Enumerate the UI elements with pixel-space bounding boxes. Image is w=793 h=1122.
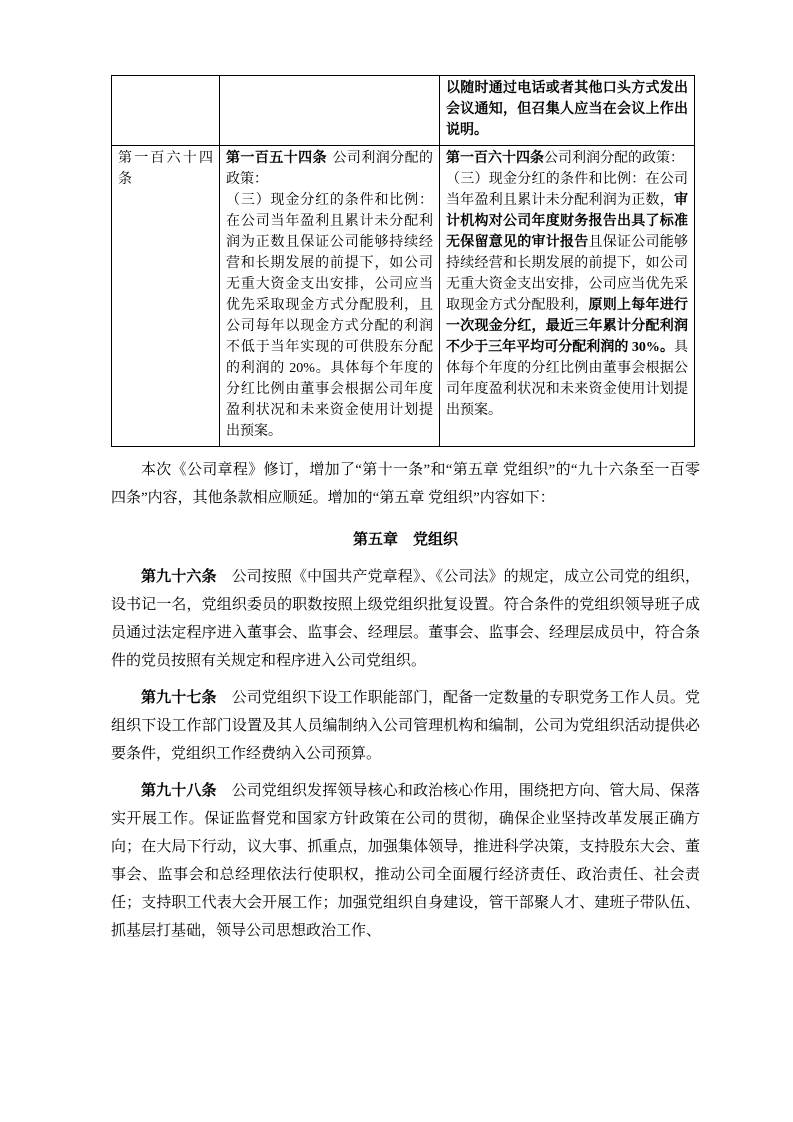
article-96-paragraph (111, 563, 700, 675)
article-97-number: 第九十七条 (141, 690, 217, 706)
cell-old-text-empty (220, 76, 440, 146)
new-body-run1: （三）现金分红的条件和比例：在公司当年盈利且累计未分配利润为正数， (446, 172, 688, 208)
article-98-paragraph (111, 777, 700, 945)
article-97-paragraph (111, 684, 700, 768)
new-title-rest: 公司利润分配的政策： (544, 151, 684, 166)
article-98-number: 第九十八条 (141, 783, 217, 799)
new-body-paragraph (446, 169, 688, 421)
table-row-article-164 (112, 146, 695, 447)
cell-article-number-empty (112, 76, 220, 146)
new-body-run5: 具体每个年度的分红比例由董事会根据公司年度盈利状况和未来资金使用计划提出预案。 (446, 340, 688, 418)
article-98-text: 公司党组织发挥领导核心和政治核心作用，围绕把方向、管大局、保落实开展工作。保证监督党和国家方针政策在公司的贯彻，确保企业坚持改革发展正确方向；在大局下行动，议大事、抓重点，加强集体领导，推进科学决策，支持股东大会、董事会、监事会和总经理依法行使职权，推动公司全面履行经济责任、政治责任、社会责任；支持职工代表大会开展工作；加强党组织自身建设，管干部聚人才、建班子带队伍、抓基层打基础，领导公司思想政治工作、 (111, 783, 700, 939)
article-97-text: 公司党组织下设工作职能部门，配备一定数量的专职党务工作人员。党组织下设工作部门设置及其人员编制纳入公司管理机构和编制，公司为党组织活动提供必要条件，党组织工作经费纳入公司预算。 (111, 690, 700, 762)
revision-intro-paragraph: 本次《公司章程》修订，增加了“第十一条”和“第五章 党组织”的“九十六条至一百零四条”内容，其他条款相应顺延。增加的“第五章 党组织”内容如下： (111, 462, 700, 506)
comparison-table (111, 75, 695, 447)
cell-new-text (440, 146, 695, 447)
article-96-number: 第九十六条 (141, 569, 217, 585)
chapter-heading: 第五章 党组织 (352, 532, 458, 548)
article-number-label: 第一百六十四条 (118, 151, 213, 187)
old-body-paragraph: （三）现金分红的条件和比例：在公司当年盈利且累计未分配利润为正数且保证公司能够持续经营和长期发展的前提下，如公司无重大资金支出安排，公司应当优先采取现金方式分配股利，且公司每年以现金方式分配的利润不低于当年实现的可供股东分配的利润的 20%。具体每个年度的分红比例由董事会根据公司年度盈利状况和未来资金使用计划提出预案。 (226, 193, 433, 439)
cell-old-text (220, 146, 440, 447)
new-title-line (446, 148, 688, 169)
cell-article-number (112, 146, 220, 447)
table-row-continuation (112, 76, 695, 146)
old-title-line (226, 148, 433, 190)
new-article-title: 第一百六十四条 (446, 151, 544, 166)
new-text-bold-run: 以随时通过电话或者其他口头方式发出会议通知，但召集人应当在会议上作出说明。 (446, 81, 688, 138)
cell-new-text (440, 76, 695, 146)
article-96-text: 公司按照《中国共产党章程》、《公司法》的规定，成立公司党的组织，设书记一名，党组织委员的职数按照上级党组织批复设置。符合条件的党组织领导班子成员通过法定程序进入董事会、监事会、经理层。董事会、监事会、经理层成员中，符合条件的党员按照有关规定和程序进入公司党组织。 (111, 569, 700, 669)
new-body-run3: 且保证公司能够持续经营和长期发展的前提下，如公司无重大资金支出安排，公司应当优先采取现金方式分配股利， (446, 235, 688, 313)
new-body-run4-bold: 原则上每年进行一次现金分红，最近三年累计分配利润不少于三年平均可分配利润的 30%。 (446, 298, 688, 355)
old-article-title: 第一百五十四条 (226, 151, 327, 166)
new-body-run2-bold: 审计机构对公司年度财务报告出具了标准无保留意见的审计报告 (446, 193, 688, 250)
old-title-rest: 公司利润分配的政策： (226, 151, 434, 187)
